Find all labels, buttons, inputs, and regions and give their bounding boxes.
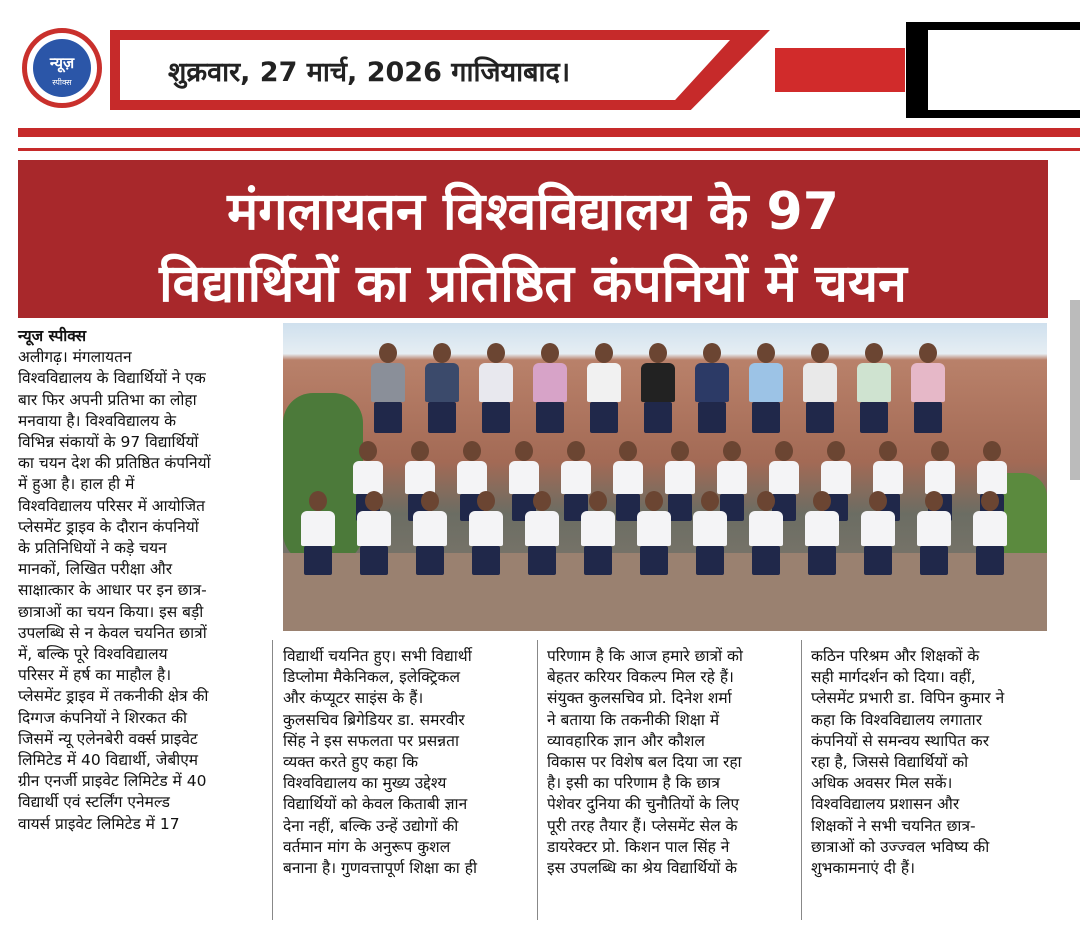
article-line: शिक्षकों ने सभी चयनित छात्र- [811,816,976,835]
article-line: में, बल्कि पूरे विश्वविद्यालय [18,645,168,664]
newspaper-logo [22,28,102,108]
article-column-4 [811,646,1051,879]
article-line: कुलसचिव ब्रिगेडियर डा. समरवीर [283,710,465,729]
column-divider [537,640,538,920]
article-line: पेशेवर दुनिया की चुनौतियों के लिए [547,795,740,814]
article-line: विश्वविद्यालय प्रशासन और [811,795,960,814]
header-rule-thick [18,128,1080,137]
article-line: लिमिटेड में 40 विद्यार्थी, जेबीएम [18,751,199,770]
article-line: वायर्स प्राइवेट लिमिटेड में 17 [18,814,180,833]
article-line: प्लेसमेंट प्रभारी डा. विपिन कुमार ने [811,689,1005,708]
article-line: संयुक्त कुलसचिव प्रो. दिनेश शर्मा [547,689,732,708]
article-line: देना नहीं, बल्कि उन्हें उद्योगों की [283,816,459,835]
article-line: कठिन परिश्रम और शिक्षकों के [811,647,980,665]
article-line: प्लेसमेंट ड्राइव के दौरान कंपनियों [18,517,199,536]
article-line: ग्रीन एनर्जी प्राइवेट लिमिटेड में 40 [18,772,207,791]
article-line: विद्यार्थियों को केवल किताबी ज्ञान [283,795,468,814]
article-line: प्लेसमेंट ड्राइव में तकनीकी क्षेत्र की [18,687,209,706]
article-column-3 [547,646,791,879]
header-rule-thin [18,148,1080,151]
article-line: डिप्लोमा मैकेनिकल, इलेक्ट्रिकल [283,668,460,687]
header-red-block [775,48,905,92]
article-line: विश्वविद्यालय का मुख्य उद्देश्य [283,774,447,793]
article-line: रहा है, जिससे विद्यार्थियों को [811,753,969,772]
article-line: पूरी तरह तैयार हैं। प्लेसमेंट सेल के [547,816,738,835]
article-col2-text [283,646,527,879]
article-line: बार फिर अपनी प्रतिभा का लोहा [18,390,197,409]
article-line: विश्वविद्यालय परिसर में आयोजित [18,496,205,515]
article-line: छात्राओं का चयन किया। इस बड़ी [18,602,204,621]
article-line: डायरेक्टर प्रो. किशन पाल सिंह ने [547,837,730,856]
article-line: सही मार्गदर्शन को दिया। वहीं, [811,668,976,687]
article-line: विकास पर विशेष बल दिया जा रहा [547,753,742,772]
article-line: छात्राओं को उज्ज्वल भविष्य की [811,837,990,856]
article-line: दिग्गज कंपनियों ने शिरकत की [18,708,188,727]
article-line: है। इसी का परिणाम है कि छात्र [547,774,720,793]
article-source: न्यूज स्पीक्स [18,327,87,345]
article-line: अलीगढ़। मंगलायतन [18,348,132,367]
article-line: में हुआ है। हाल ही में [18,475,135,494]
logo-badge [33,39,91,97]
article-line: मनवाया है। विश्वविद्यालय के [18,411,177,430]
logo-text: न्यूज़ [49,54,75,72]
article-col1-text [18,347,262,835]
article-line: के प्रतिनिधियों ने कड़े चयन [18,539,167,558]
article-line: इस उपलब्धि का श्रेय विद्यार्थियों के [547,859,738,878]
column-divider [272,640,273,920]
headline-line-2: विद्यार्थियों का प्रतिष्ठित कंपनियों में चयन [159,254,907,314]
group-photo [283,323,1047,631]
article-line: अधिक अवसर मिल सकें। [811,774,953,793]
article-col3-text [547,646,791,879]
adjacent-article-edge [1070,300,1080,480]
article-column-2 [283,646,527,879]
article-line: व्यावहारिक ज्ञान और कौशल [547,731,705,750]
article-line: साक्षात्कार के आधार पर इन छात्र- [18,581,207,600]
article-line: परिणाम है कि आज हमारे छात्रों को [547,647,743,665]
article-line: जिसमें न्यू एलेनबेरी वर्क्स प्राइवेट [18,729,198,748]
date-line: शुक्रवार, 27 मार्च, 2026 गाजियाबाद। [168,57,571,88]
article-line: वर्तमान मांग के अनुरूप कुशल [283,837,451,856]
article-line: उपलब्धि से न केवल चयनित छात्रों [18,623,207,642]
article-line: विभिन्न संकायों के 97 विद्यार्थियों [18,433,199,452]
article-line: परिसर में हर्ष का माहौल है। [18,666,172,685]
article-line: कंपनियों से समन्वय स्थापित कर [811,731,990,750]
headline-line-1: मंगलायतन विश्वविद्यालय के 97 [227,182,839,242]
article-line: और कंप्यूटर साइंस के हैं। [283,689,424,708]
logo-subtext: स्पीक्स [52,78,72,87]
article-line: का चयन देश की प्रतिष्ठित कंपनियों [18,454,211,473]
article-line: ने बताया कि तकनीकी शिक्षा में [547,710,720,729]
article-line: बनाना है। गुणवत्तापूर्ण शिक्षा का ही [283,859,477,878]
article-col4-text [811,646,1051,879]
headline-banner [18,160,1048,318]
article-line: विद्यार्थी चयनित हुए। सभी विद्यार्थी [283,647,472,665]
column-divider [801,640,802,920]
article-line: मानकों, लिखित परीक्षा और [18,560,173,579]
article-line: शुभकामनाएं दी हैं। [811,859,916,878]
article-line: विद्यार्थी एवं स्टर्लिंग एनेमल्ड [18,793,170,812]
article-line: बेहतर करियर विकल्प मिल रहे हैं। [547,668,734,687]
article-line: सिंह ने इस सफलता पर प्रसन्नता [283,731,459,750]
article-line: कहा कि विश्वविद्यालय लगातार [811,710,983,729]
article-column-1 [18,326,262,835]
header-white-box [928,30,1080,110]
article-line: व्यक्त करते हुए कहा कि [283,753,419,772]
article-line: विश्वविद्यालय के विद्यार्थियों ने एक [18,369,206,388]
